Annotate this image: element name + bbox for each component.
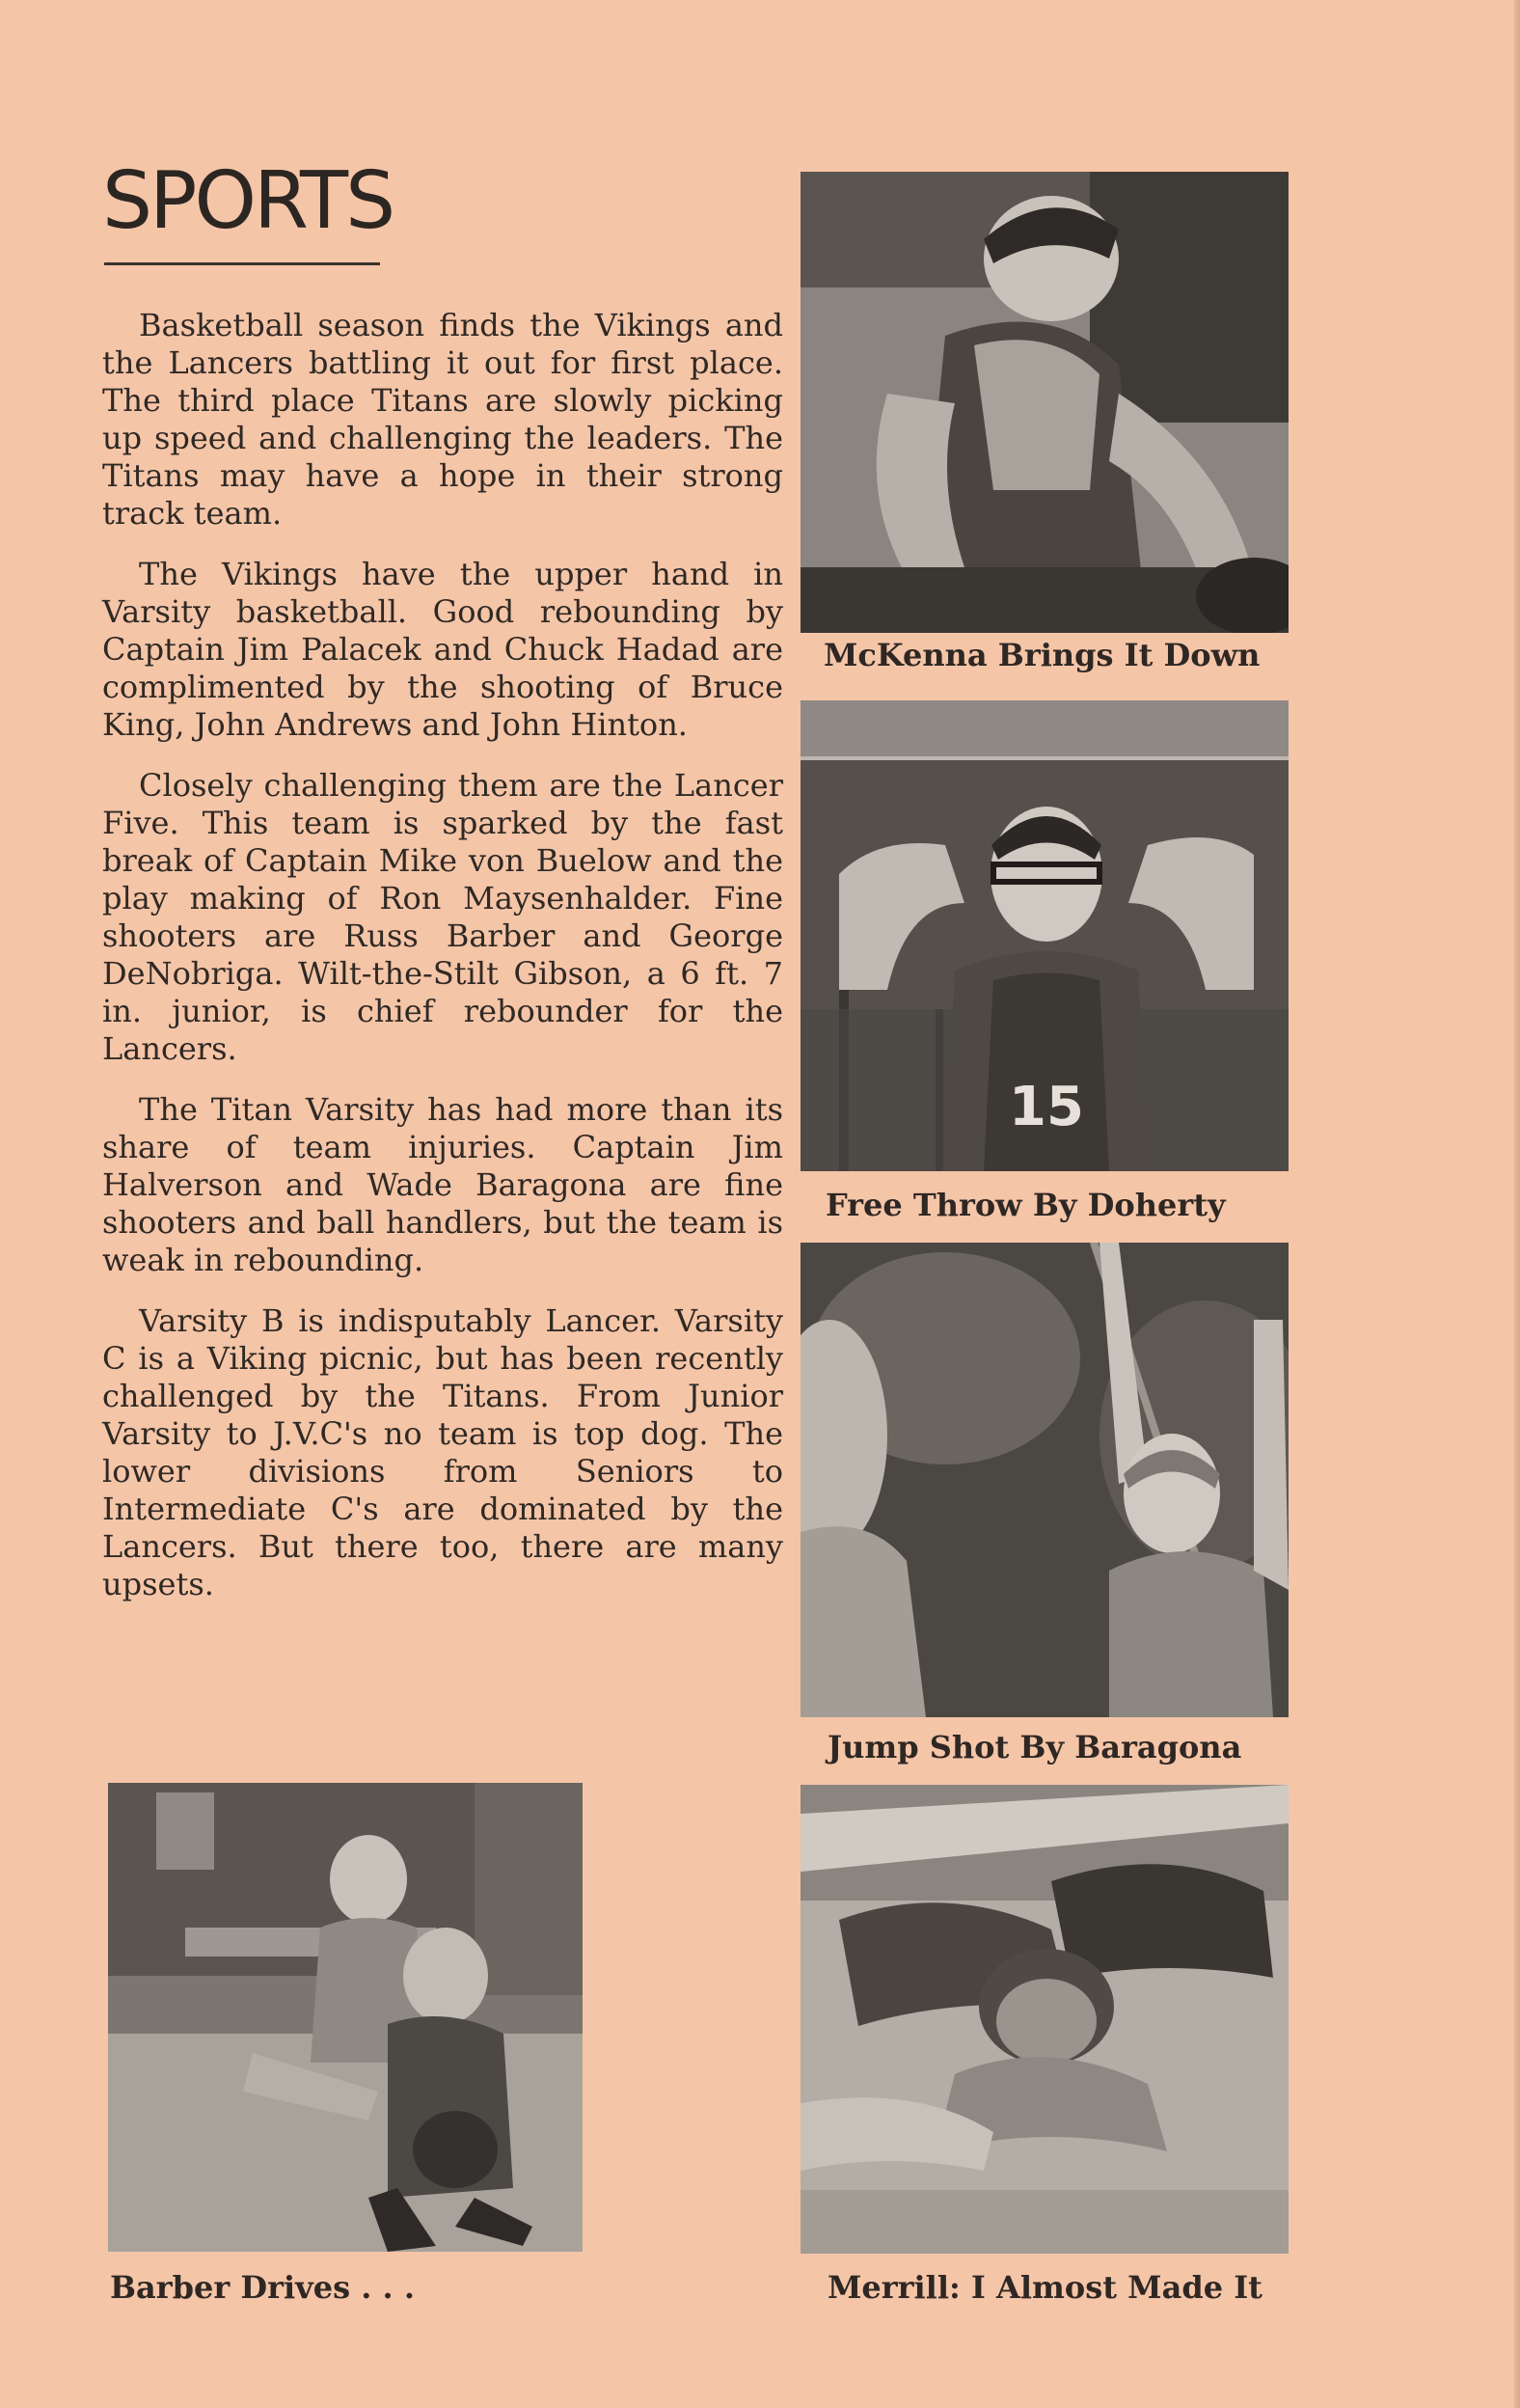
section-title: SPORTS [102,155,394,247]
photo-barber [108,1783,583,2252]
photo-mckenna [801,172,1289,633]
photo-barber-caption: Barber Drives . . . [110,2269,415,2306]
article-paragraph-1: Basketball season finds the Vikings and the Lancers battling it out for first place. The third place Titans are slowly picking up speed and challenging the leaders. The Titans may have a hope in their strong track team. [102,307,783,532]
photo-doherty [801,700,1289,1171]
photo-baragona-caption: Jump Shot By Baragona [828,1729,1242,1765]
photo-mckenna-caption: McKenna Brings It Down [824,637,1261,673]
jersey-number-15: 15 [1009,1076,1084,1138]
title-underline [104,262,380,265]
article-body [102,307,783,1627]
photo-baragona [801,1243,1289,1717]
article-paragraph-2: The Vikings have the upper hand in Varsity basketball. Good rebounding by Captain Jim Palacek and Chuck Hadad are complimented by the shooting of Bruce King, John Andrews and John Hinton. [102,556,783,743]
article-paragraph-3: Closely challenging them are the Lancer Five. This team is sparked by the fast break of Captain Mike von Buelow and the play making of Ron Maysenhalder. Fine shooters are Russ Barber and George DeNobriga. Wilt-the-Stilt Gibson, a 6 ft. 7 in. junior, is chief rebounder for the Lancers. [102,767,783,1067]
photo-merrill [801,1785,1289,2254]
article-paragraph-4: The Titan Varsity has had more than its share of team injuries. Captain Jim Halverson and Wade Baragona are fine shooters and ball handlers, but the team is weak in rebounding. [102,1091,783,1278]
photo-doherty-caption: Free Throw By Doherty [826,1187,1226,1223]
page-edge [1514,0,1520,2408]
article-paragraph-5: Varsity B is indisputably Lancer. Varsity C is a Viking picnic, but has been recently challenged by the Titans. From Junior Varsity to J.V.C's no team is top dog. The lower divisions from Seniors to Intermediate C's are dominated by the Lancers. But there too, there are many upsets. [102,1302,783,1602]
photo-merrill-caption: Merrill: I Almost Made It [828,2269,1262,2306]
